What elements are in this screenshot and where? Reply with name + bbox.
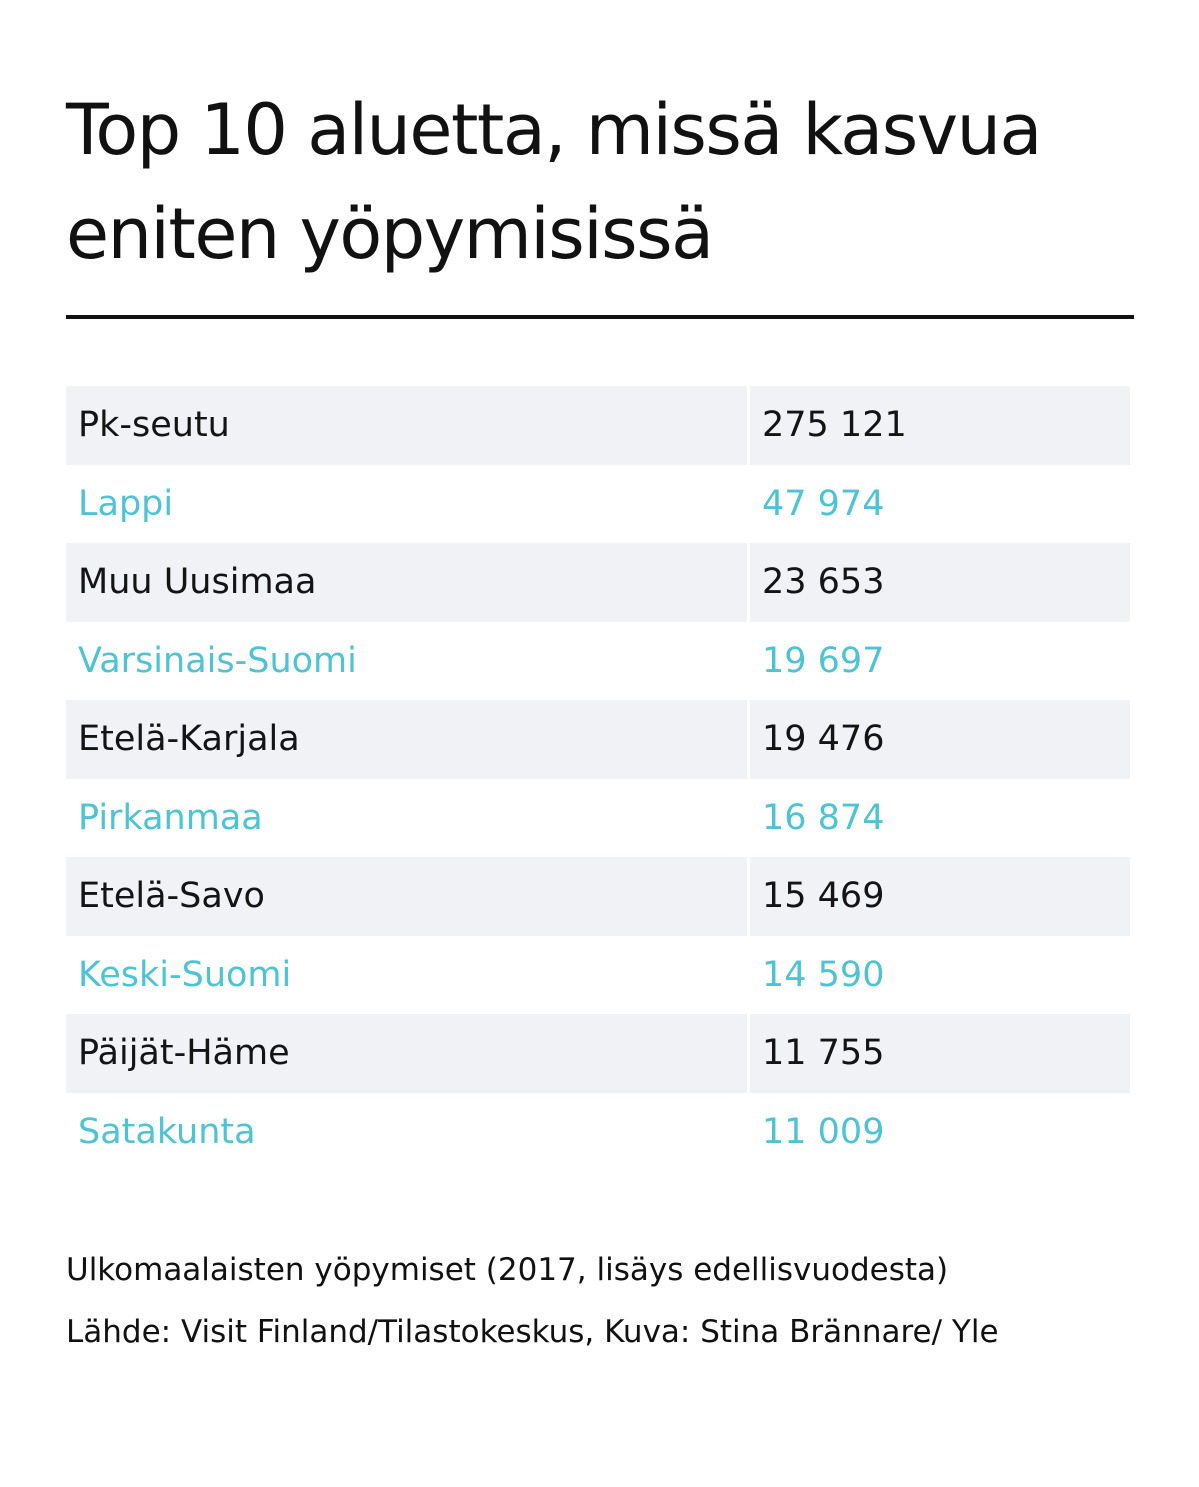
chart-source: Lähde: Visit Finland/Tilastokeskus, Kuva: Stina Brännare/ Yle	[66, 1314, 999, 1350]
chart-title: Top 10 aluetta, missä kasvua eniten yöpymisissä	[66, 89, 1041, 275]
column-separator	[747, 543, 750, 622]
region-name: Pk-seutu	[78, 405, 230, 446]
region-value: 11 755	[762, 1033, 885, 1074]
table-row	[66, 857, 1130, 936]
table-row	[66, 465, 1130, 544]
column-separator	[747, 700, 750, 779]
region-value: 275 121	[762, 405, 907, 446]
table-row	[66, 1093, 1130, 1172]
region-value: 23 653	[762, 562, 885, 603]
data-table	[66, 386, 1130, 1171]
region-value: 15 469	[762, 876, 885, 917]
region-name: Päijät-Häme	[78, 1033, 290, 1074]
table-row	[66, 1014, 1130, 1093]
region-value: 19 697	[762, 640, 885, 681]
region-value: 16 874	[762, 797, 885, 838]
region-value: 19 476	[762, 719, 885, 760]
region-name: Muu Uusimaa	[78, 562, 317, 603]
title-divider	[66, 315, 1134, 319]
region-name: Pirkanmaa	[78, 797, 263, 838]
table-row	[66, 779, 1130, 858]
region-name: Varsinais-Suomi	[78, 640, 357, 681]
region-name: Etelä-Karjala	[78, 719, 300, 760]
region-name: Etelä-Savo	[78, 876, 265, 917]
table-row	[66, 386, 1130, 465]
region-name: Lappi	[78, 483, 174, 524]
table-row	[66, 936, 1130, 1015]
chart-note: Ulkomaalaisten yöpymiset (2017, lisäys edellisvuodesta)	[66, 1252, 949, 1288]
region-value: 14 590	[762, 954, 885, 995]
region-value: 11 009	[762, 1111, 885, 1152]
column-separator	[747, 857, 750, 936]
region-name: Satakunta	[78, 1111, 256, 1152]
table-row	[66, 700, 1130, 779]
region-name: Keski-Suomi	[78, 954, 292, 995]
column-separator	[747, 1014, 750, 1093]
region-value: 47 974	[762, 483, 885, 524]
column-separator	[747, 386, 750, 465]
table-row	[66, 543, 1130, 622]
table-row	[66, 622, 1130, 701]
